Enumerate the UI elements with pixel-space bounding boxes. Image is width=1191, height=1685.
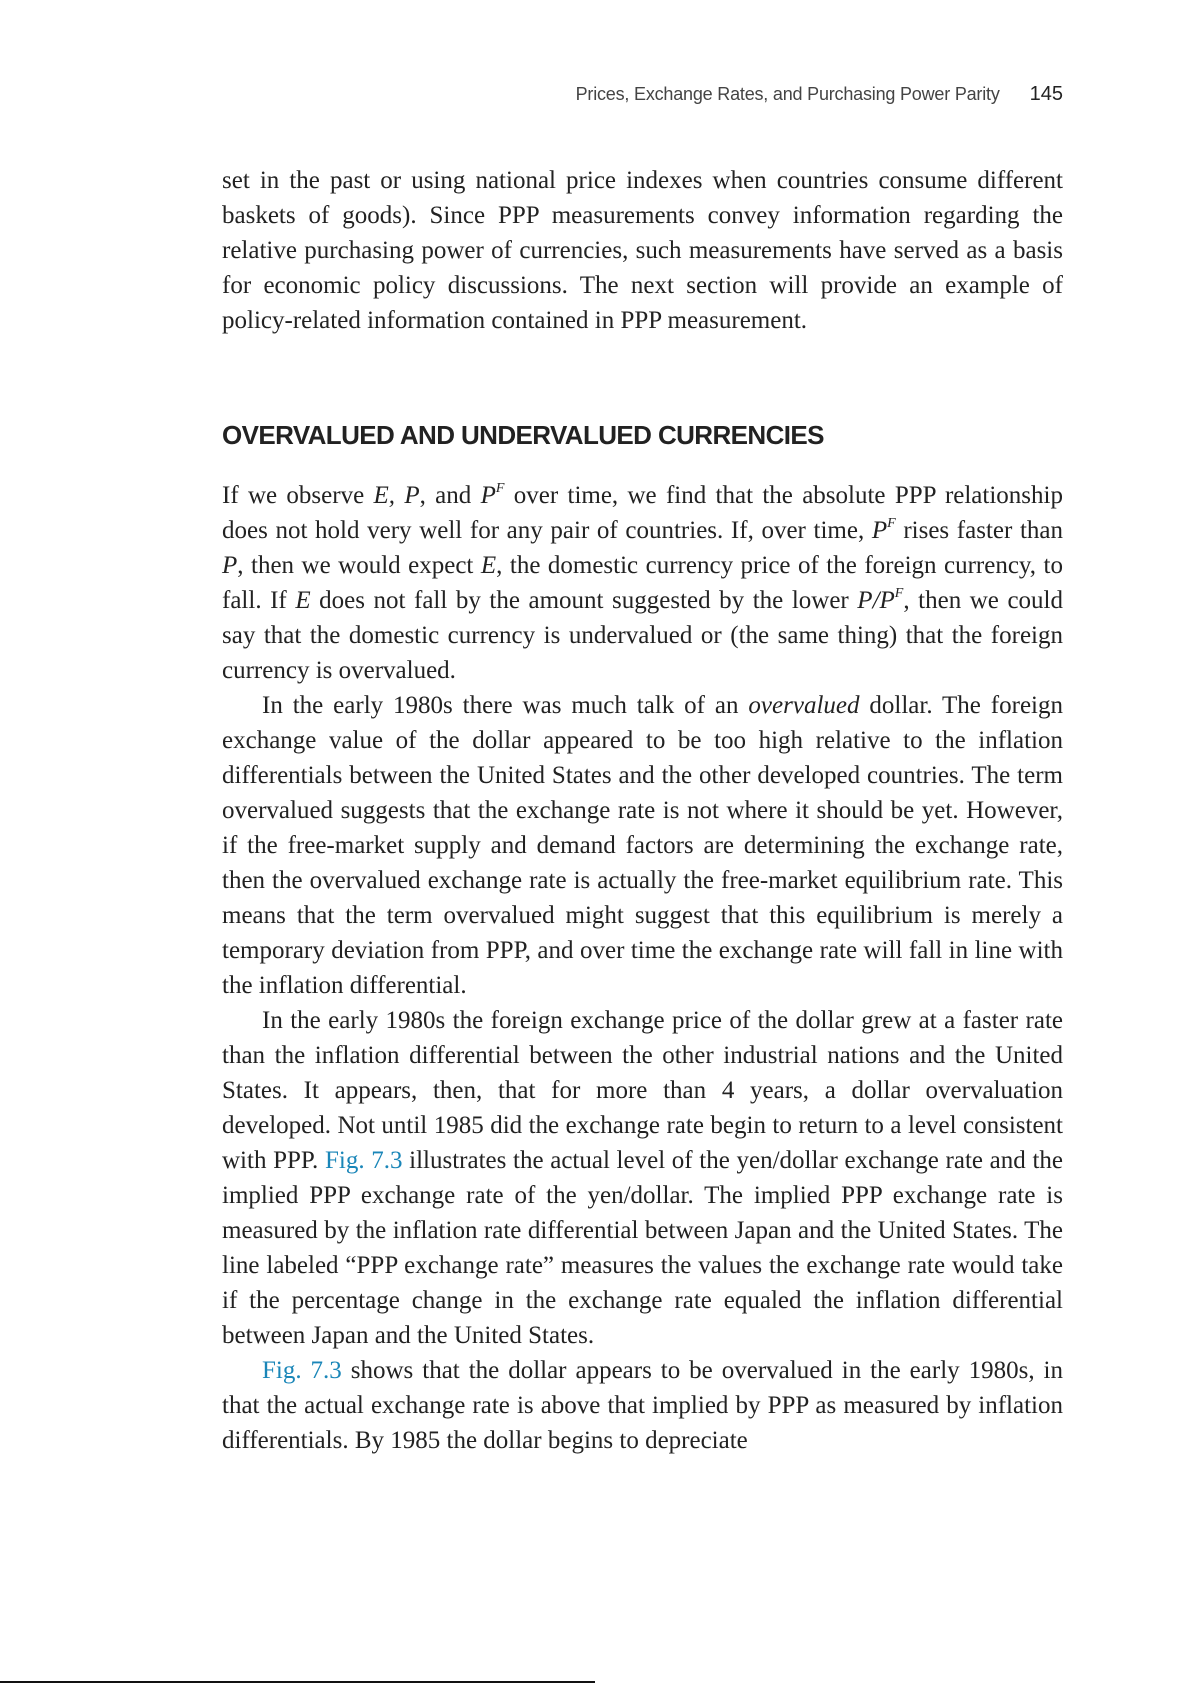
superscript: F xyxy=(887,516,896,531)
superscript: F xyxy=(894,586,904,601)
text-run: , the domestic currency price of the foreign currency, to fall. If xyxy=(222,552,1063,614)
section-body xyxy=(222,478,1063,1458)
text-run: dollar. The foreign exchange value of the dollar appeared to be too high relative to the inflation differentials between the United States and the other developed countries. The term overvalued suggests that the exchange rate is not where it should be yet. However, if the free-market supply and demand factors are determining the exchange rate, then the overvalued exchange rate is actually the free-market equilibrium rate. This means that the term overvalued might suggest that this equilibrium is merely a temporary deviation from PPP, and over time the exchange rate will fall in line with the inflation differential. xyxy=(222,692,1063,999)
text-run: If we observe xyxy=(222,482,374,509)
intro-block xyxy=(222,163,1063,338)
text-run: , then we would expect xyxy=(237,552,481,579)
figure-link[interactable]: Fig. 7.3 xyxy=(324,1147,403,1174)
page-number: 145 xyxy=(1029,83,1063,105)
running-head-title: Prices, Exchange Rates, and Purchasing Power Parity xyxy=(575,84,1000,104)
paragraph-3 xyxy=(222,1003,1063,1353)
variable: E xyxy=(295,587,311,614)
text-run: , then we could say that the domestic currency is undervalued or (the same thing) that the foreign currency is overvalued. xyxy=(222,587,1063,684)
text-run: In the early 1980s there was much talk of an xyxy=(262,692,749,719)
text-run: shows that the dollar appears to be overvalued in the early 1980s, in that the actual exchange rate is above that implied by PPP as measured by inflation differentials. By 1985 the dollar begins to depreciate xyxy=(222,1357,1063,1454)
text-run: does not fall by the amount suggested by the lower xyxy=(310,587,858,614)
paragraph-4 xyxy=(222,1353,1063,1458)
section-heading: OVERVALUED AND UNDERVALUED CURRENCIES xyxy=(222,420,824,450)
text-run: illustrates the actual level of the yen/dollar exchange rate and the implied PPP exchange rate of the yen/dollar. The implied PPP exchange rate is measured by the inflation rate differential between Japan and the United States. The line labeled “PPP exchange rate” measures the values the exchange rate would take if the percentage change in the exchange rate equaled the inflation differential between Japan and the United States. xyxy=(222,1147,1063,1349)
paragraph-2 xyxy=(222,688,1063,1003)
text-run: , and xyxy=(419,482,481,509)
text-run: over time, we find that the absolute PPP relationship does not hold very well for any pair of countries. If, over time, xyxy=(222,482,1063,544)
variable: E, P xyxy=(373,482,420,509)
variable: P/P xyxy=(857,587,895,614)
intro-paragraph: set in the past or using national price indexes when countries consume different baskets of goods). Since PPP measurements convey information regarding the relative purchasing power of currencies, such measurements have served as a basis for economic policy discussions. The next section will provide an example of policy-related information contained in PPP measurement. xyxy=(222,167,1063,334)
running-head xyxy=(560,83,1063,106)
text-run: rises faster than xyxy=(895,517,1063,544)
emphasis: overvalued xyxy=(748,692,860,719)
paragraph-1 xyxy=(222,478,1063,688)
figure-link[interactable]: Fig. 7.3 xyxy=(262,1357,342,1384)
variable: P xyxy=(480,482,496,509)
variable: P xyxy=(222,552,238,579)
footnote-rule xyxy=(0,1681,595,1683)
superscript: F xyxy=(495,481,505,496)
variable: E xyxy=(480,552,497,579)
text-run: In the early 1980s the foreign exchange price of the dollar grew at a faster rate than the inflation differential between the other industrial nations and the United States. It appears, then, that for more than 4 years, a dollar overvaluation developed. Not until 1985 did the exchange rate begin to return to a level consistent with PPP. xyxy=(222,1007,1063,1174)
variable: P xyxy=(871,517,888,544)
